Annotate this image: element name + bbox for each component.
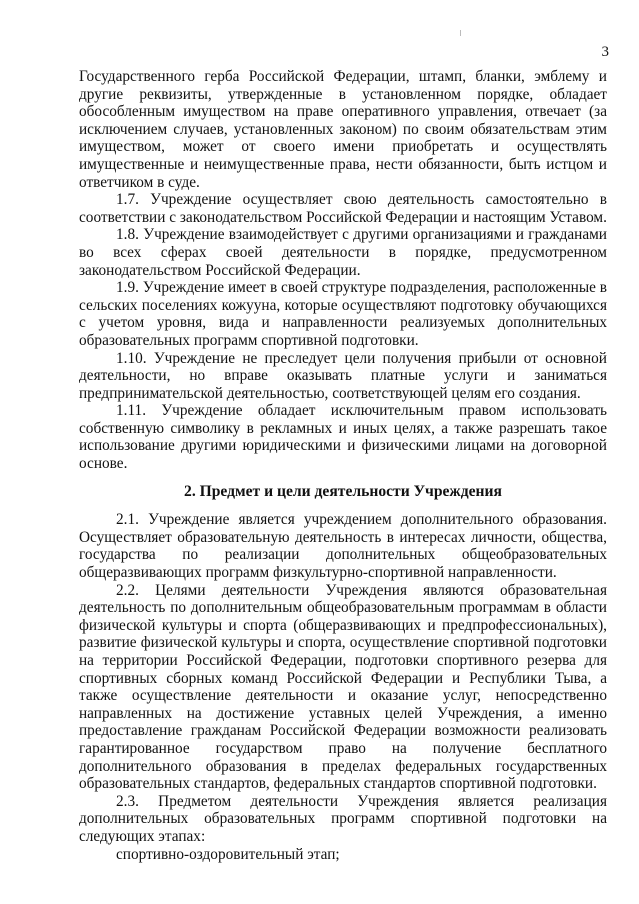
stage-list: [79, 846, 607, 864]
paragraph: 1.8. Учреждение взаимодействует с другими организациями и гражданами во всех сферах своей деятельности в порядке, предусмотренном законодательством Российской Федерации.: [79, 226, 607, 279]
list-item: спортивно-оздоровительный этап;: [116, 845, 340, 863]
scan-mark: [460, 30, 461, 36]
page-number: 3: [601, 44, 609, 60]
paragraph: 1.11. Учреждение обладает исключительным правом использовать собственную символику в рекламных и иных целях, а также разрешать такое использование другими юридическими и физическими лицами на договорной основе.: [79, 402, 607, 473]
paragraph: 1.7. Учреждение осуществляет свою деятельность самостоятельно в соответствии с законодательством Российской Федерации и настоящим Уставом.: [79, 191, 607, 226]
paragraphs-before-heading: [79, 68, 607, 473]
paragraphs-after-heading: [79, 511, 607, 845]
paragraph: 1.10. Учреждение не преследует цели получения прибыли от основной деятельности, но вправе оказывать платные услуги и заниматься предпринимательской деятельностью, соответствующей целям его создания.: [79, 349, 607, 402]
paragraph: 1.9. Учреждение имеет в своей структуре подразделения, расположенные в сельских поселениях кожууна, которые осуществляют подготовку обучающихся с учетом уровня, вида и направленности реализуемых дополнительных образовательных программ спортивной подготовки.: [79, 279, 607, 349]
paragraph: 2.2. Целями деятельности Учреждения являются образовательная деятельность по дополнительным общеобразовательным программам в области физической культуры и спорта (общеразвивающих и предпрофессиональных), развитие физической культуры и спорта, осуществление спортивной подготовки на территории Российской Федерации, подготовки спортивного резерва для спортивных сборных команд Российской Федерации и Республики Тыва, а также осуществление деятельности и оказание услуг, непосредственно направленных на достижение уставных целей Учреждения, а именно предоставление гражданам Российской Федерации возможности реализовать гарантированное государством право на получение бесплатного дополнительного образования в пределах федеральных государственных образовательных стандартов, федеральных стандартов спортивной подготовки.: [79, 581, 607, 793]
paragraph: Государственного герба Российской Федерации, штамп, бланки, эмблему и другие реквизиты, утвержденные в установленном порядке, обладает обособленным имуществом на праве оперативного управления, отвечает (за исключением случаев, установленных законом) по своим обязательствам этим имуществом, может от своего имени приобретать и осуществлять имущественные и неимущественные права, нести обязанности, быть истцом и ответчиком в суде.: [79, 68, 607, 191]
section-heading: 2. Предмет и цели деятельности Учреждения: [184, 482, 502, 500]
document-body: [79, 68, 607, 863]
paragraph: 2.3. Предметом деятельности Учреждения является реализация дополнительных образовательных программ спортивной подготовки на следующих этапах:: [79, 792, 607, 845]
paragraph: 2.1. Учреждение является учреждением дополнительного образования. Осуществляет образовательную деятельность в интересах личности, общества, государства по реализации дополнительных общеобразовательных общеразвивающих программ физкультурно-спортивной направленности.: [79, 511, 607, 582]
